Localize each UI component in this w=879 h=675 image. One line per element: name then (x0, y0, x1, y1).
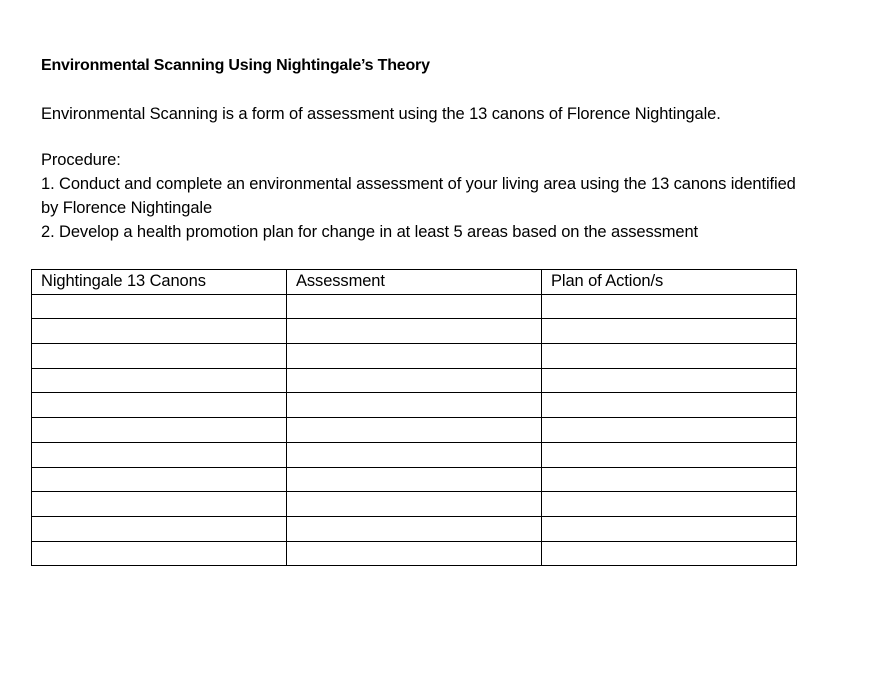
canon-cell[interactable] (32, 442, 287, 467)
canon-cell[interactable] (32, 294, 287, 319)
assessment-cell[interactable] (287, 418, 542, 443)
table-row (32, 294, 797, 319)
table-row (32, 319, 797, 344)
table-row (32, 418, 797, 443)
plan-of-action-cell[interactable] (542, 368, 797, 393)
table-row (32, 393, 797, 418)
table-row (32, 467, 797, 492)
plan-of-action-cell[interactable] (542, 418, 797, 443)
table-row (32, 344, 797, 369)
table-row (32, 368, 797, 393)
table-header-row (32, 270, 797, 295)
procedure-step: 2. Develop a health promotion plan for change in at least 5 areas based on the assessment (41, 223, 699, 241)
plan-of-action-cell[interactable] (542, 393, 797, 418)
column-header-plan-of-action: Plan of Action/s (542, 270, 797, 295)
assessment-cell[interactable] (287, 393, 542, 418)
assessment-cell[interactable] (287, 516, 542, 541)
assessment-cell[interactable] (287, 541, 542, 566)
procedure-heading: Procedure: (41, 151, 121, 169)
canons-table-container (31, 269, 797, 566)
table-body (32, 294, 797, 566)
assessment-cell[interactable] (287, 368, 542, 393)
procedure-steps (41, 172, 841, 244)
plan-of-action-cell[interactable] (542, 344, 797, 369)
plan-of-action-cell[interactable] (542, 467, 797, 492)
table-row (32, 541, 797, 566)
assessment-cell[interactable] (287, 442, 542, 467)
procedure-section (41, 148, 841, 244)
plan-of-action-cell[interactable] (542, 516, 797, 541)
plan-of-action-cell[interactable] (542, 492, 797, 517)
canon-cell[interactable] (32, 344, 287, 369)
table-row (32, 492, 797, 517)
canon-cell[interactable] (32, 516, 287, 541)
canon-cell[interactable] (32, 393, 287, 418)
canon-cell[interactable] (32, 492, 287, 517)
page-title: Environmental Scanning Using Nightingale’s Theory (41, 57, 430, 74)
canon-cell[interactable] (32, 467, 287, 492)
procedure-step: 1. Conduct and complete an environmental assessment of your living area using the 13 canons identified by Florence Nightingale (41, 175, 796, 217)
plan-of-action-cell[interactable] (542, 442, 797, 467)
canon-cell[interactable] (32, 368, 287, 393)
plan-of-action-cell[interactable] (542, 319, 797, 344)
assessment-cell[interactable] (287, 344, 542, 369)
assessment-cell[interactable] (287, 319, 542, 344)
plan-of-action-cell[interactable] (542, 541, 797, 566)
table-row (32, 516, 797, 541)
assessment-cell[interactable] (287, 492, 542, 517)
canons-table (31, 269, 797, 566)
canon-cell[interactable] (32, 541, 287, 566)
column-header-canons: Nightingale 13 Canons (32, 270, 287, 295)
column-header-assessment: Assessment (287, 270, 542, 295)
assessment-cell[interactable] (287, 467, 542, 492)
assessment-cell[interactable] (287, 294, 542, 319)
intro-paragraph: Environmental Scanning is a form of assessment using the 13 canons of Florence Nightingale. (41, 105, 721, 123)
plan-of-action-cell[interactable] (542, 294, 797, 319)
document-body (41, 55, 841, 244)
table-row (32, 442, 797, 467)
canon-cell[interactable] (32, 418, 287, 443)
canon-cell[interactable] (32, 319, 287, 344)
